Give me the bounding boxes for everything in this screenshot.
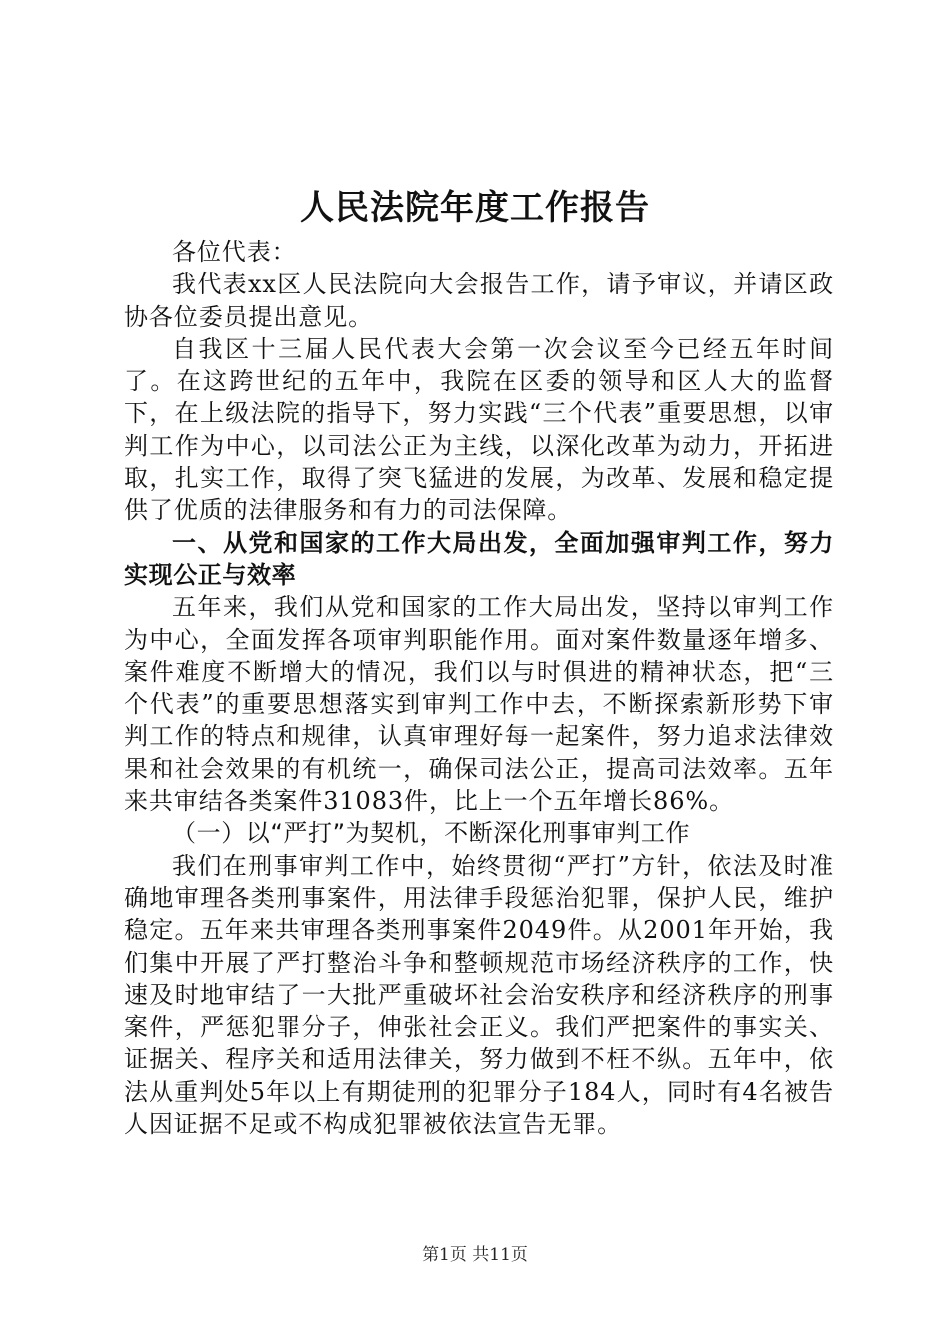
subsection-1-paragraph: 我们在刑事审判工作中，始终贯彻“严打”方针，依法及时准确地审理各类刑事案件，用法律手段惩治犯罪，保护人民，维护稳定。五年来共审理各类刑事案件2049件。从2001年开始，我们集中开展了严打整治斗争和整顿规范市场经济秩序的工作，快速及时地审结了一大批严重破坏社会治安秩序和经济秩序的刑事案件，严惩犯罪分子，伸张社会正义。我们严把案件的事实关、证据关、程序关和适用法律关，努力做到不枉不纵。五年中，依法从重判处5年以上有期徒刑的犯罪分子184人，同时有4名被告人因证据不足或不构成犯罪被依法宣告无罪。: [124, 851, 834, 1139]
section-1-paragraph: 五年来，我们从党和国家的工作大局出发，坚持以审判工作为中心，全面发挥各项审判职能作用。面对案件数量逐年增多、案件难度不断增大的情况，我们以与时俱进的精神状态，把“三个代表”的重要思想落实到审判工作中去，不断探索新形势下审判工作的特点和规律，认真审理好每一起案件，努力追求法律效果和社会效果的有机统一，确保司法公正，提高司法效率。五年来共审结各类案件31083件，比上一个五年增长86%。: [124, 593, 834, 816]
document-title: 人民法院年度工作报告: [300, 188, 650, 228]
document-body: [124, 236, 834, 1140]
salutation-paragraph: 各位代表：: [172, 238, 297, 266]
overview-paragraph: 自我区十三届人民代表大会第一次会议至今已经五年时间了。在这跨世纪的五年中，我院在区委的领导和区人大的监督下，在上级法院的指导下，努力实践“三个代表”重要思想，以审判工作为中心，以司法公正为主线，以深化改革为动力，开拓进取，扎实工作，取得了突飞猛进的发展，为改革、发展和稳定提供了优质的法律服务和有力的司法保障。: [124, 334, 834, 525]
page-number-footer: 第1页 共11页: [422, 1245, 528, 1265]
subsection-heading-1: （一）以“严打”为契机，不断深化刑事审判工作: [172, 819, 691, 848]
intro-paragraph: 我代表xx区人民法院向大会报告工作，请予审议，并请区政协各位委员提出意见。: [124, 270, 834, 331]
section-heading-1: 一、从党和国家的工作大局出发，全面加强审判工作，努力实现公正与效率: [124, 528, 834, 589]
